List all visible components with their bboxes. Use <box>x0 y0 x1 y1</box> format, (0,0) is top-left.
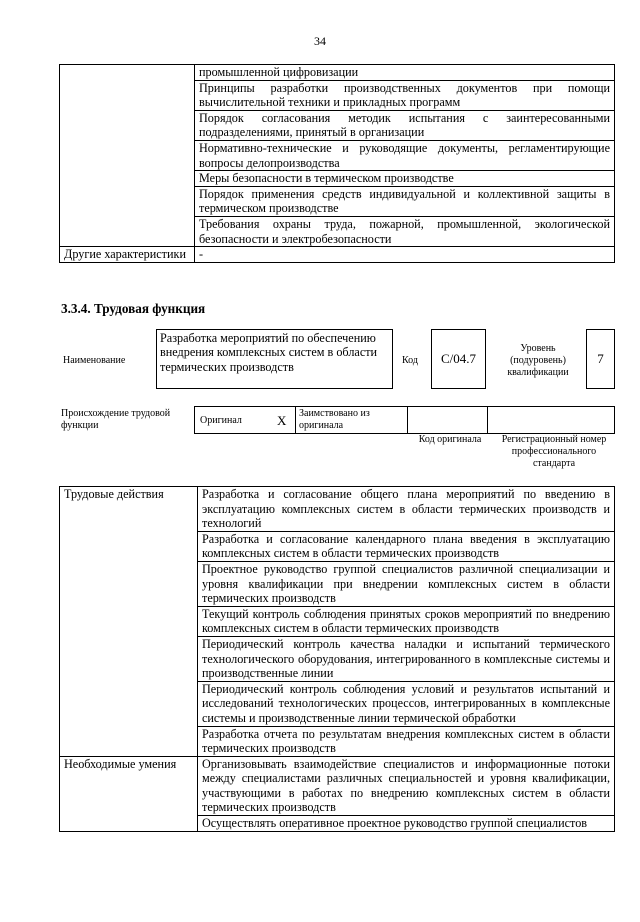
function-code-box: С/04.7 <box>431 329 486 389</box>
table-cell: - <box>195 247 615 263</box>
code-original-cell <box>408 407 488 433</box>
group-label: Трудовые действия <box>60 487 198 757</box>
labor-actions-table <box>59 486 615 832</box>
table-cell: Периодический контроль соблюдения условий и результатов испытаний и исследований технологических процессов, интегрированных в комплексные системы и производственные линии термической обработки <box>198 681 615 726</box>
qualification-level-label: Уровень (подуровень) квалификации <box>507 343 569 378</box>
table-cell: Требования охраны труда, пожарной, промышленной, экологической безопасности и электробезопасности <box>195 216 615 246</box>
borrowed-label: Заимствовано из оригинала <box>299 408 370 431</box>
row-label: Другие характеристики <box>60 247 195 263</box>
table-cell: Меры безопасности в термическом производстве <box>195 171 615 187</box>
code-label: Код <box>402 355 418 366</box>
row-label <box>60 65 195 247</box>
table-cell: Принципы разработки производственных документов при помощи вычислительной техники и прикладных программ <box>195 80 615 110</box>
table-cell: Периодический контроль качества наладки и испытаний термического технологического оборудования, интегрированного в комплексные системы и производственные линии <box>198 636 615 681</box>
table-cell: Порядок применения средств индивидуальной и коллективной защиты в термическом производстве <box>195 186 615 216</box>
table-cell: Нормативно-технические и руководящие документы, регламентирующие вопросы делопроизводства <box>195 140 615 170</box>
reg-number-caption: Регистрационный номер профессионального стандарта <box>501 434 607 469</box>
page-number: 34 <box>314 34 326 48</box>
qualification-level-box: 7 <box>586 329 615 389</box>
section-heading: 3.3.4. Трудовая функция <box>61 301 206 316</box>
table-cell: Организовывать взаимодействие специалистов и информационные потоки между специалистами различных специальностей и уровня квалификации, участвующими в работах по внедрению комплексных систем в области термических производств <box>198 756 615 815</box>
table-cell: Порядок согласования методик испытания с заинтересованными подразделениями, принятый в организации <box>195 110 615 140</box>
original-mark: X <box>277 413 287 428</box>
function-name-box: Разработка мероприятий по обеспечению внедрения комплексных систем в области термических производств <box>156 329 393 389</box>
table-row <box>60 65 615 81</box>
knowledge-table <box>59 64 615 263</box>
table-row <box>60 487 615 532</box>
table-cell: Осуществлять оперативное проектное руководство группой специалистов <box>198 816 615 832</box>
table-cell: Текущий контроль соблюдения принятых сроков мероприятий по внедрению комплексных систем в области термических производств <box>198 606 615 636</box>
reg-number-cell <box>488 407 614 433</box>
table-cell: Разработка отчета по результатам внедрения комплексных систем в области термических производств <box>198 726 615 756</box>
code-original-caption: Код оригинала <box>418 434 482 445</box>
original-cell <box>195 407 296 433</box>
origin-row <box>194 406 615 434</box>
table-cell: Разработка и согласование календарного плана введения в эксплуатацию комплексных систем в области термических производств <box>198 531 615 561</box>
original-label: Оригинал <box>200 415 242 426</box>
table-cell: промышленной цифровизации <box>195 65 615 81</box>
table-row <box>60 247 615 263</box>
origin-label: Происхождение трудовой функции <box>61 408 171 431</box>
group-label: Необходимые умения <box>60 756 198 831</box>
name-label: Наименование <box>63 355 126 366</box>
table-cell: Разработка и согласование общего плана мероприятий по введению в эксплуатацию комплексных систем в области термических производств и технологий <box>198 487 615 532</box>
table-row <box>60 756 615 815</box>
table-cell: Проектное руководство группой специалистов различной специализации и уровня квалификации при внедрении комплексных систем в области термических производств <box>198 561 615 606</box>
borrowed-cell <box>296 407 408 433</box>
